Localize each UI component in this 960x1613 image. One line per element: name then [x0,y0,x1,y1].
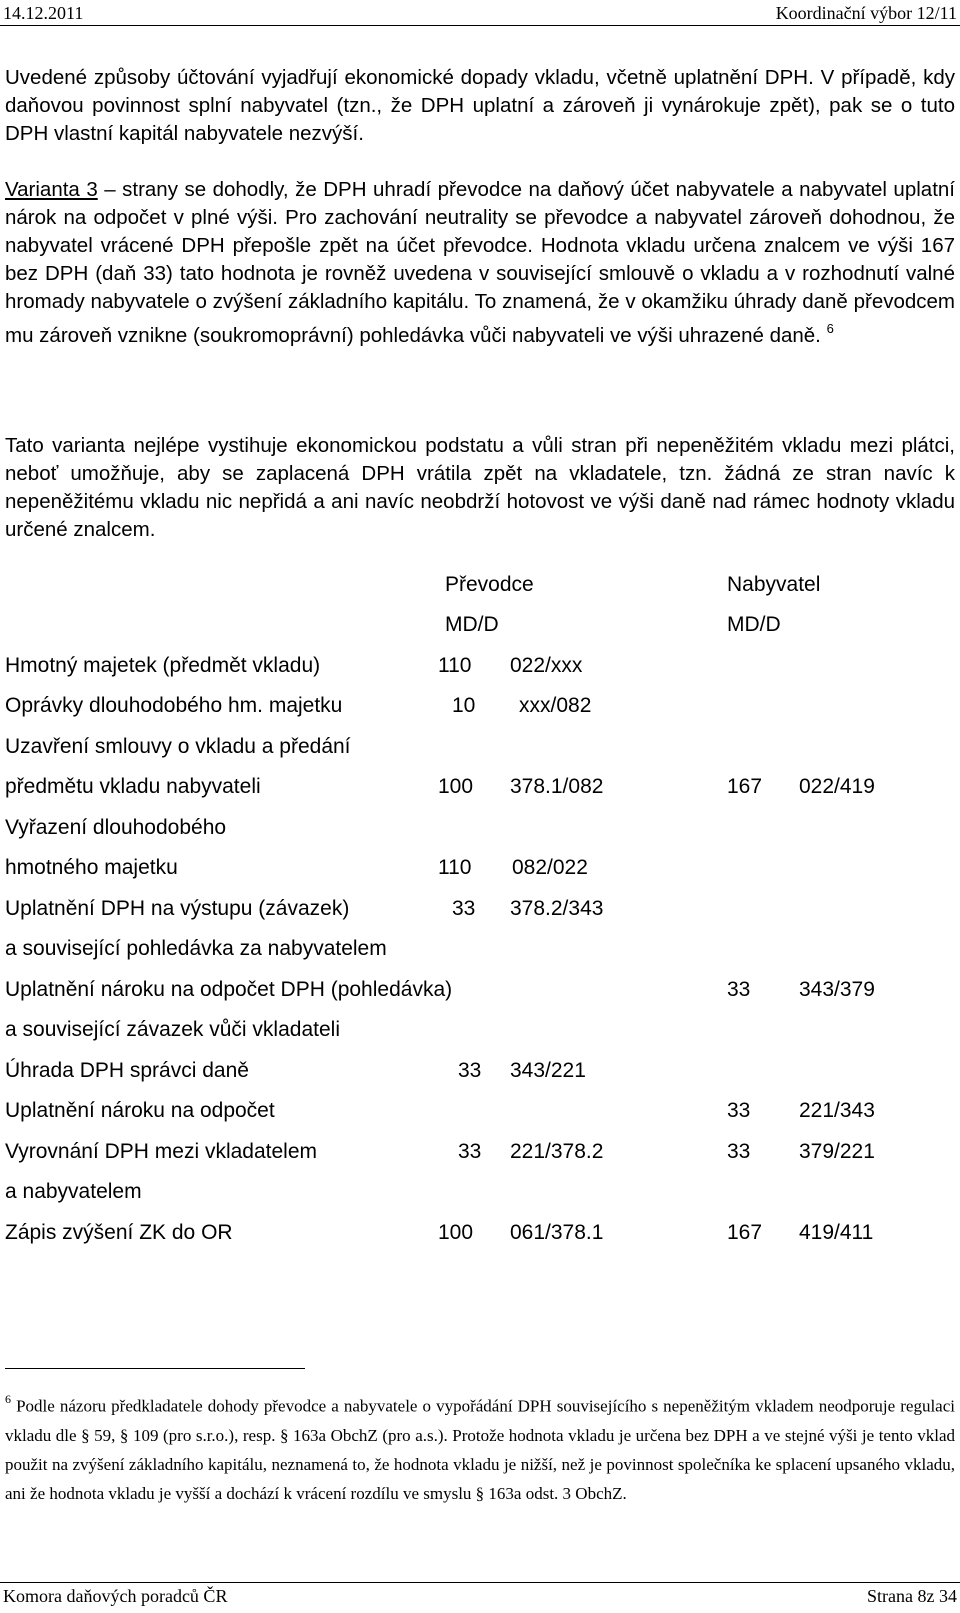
table-row [0,775,960,805]
row-label: Hmotný majetek (předmět vkladu) [5,654,321,677]
row-label: hmotného majetku [5,856,178,879]
transferor-amount: 110 [438,856,472,879]
acquirer-account: 022/419 [799,775,875,798]
table-row [0,654,960,684]
acquirer-account: 379/221 [799,1140,875,1163]
table-row [0,1140,960,1170]
row-label: a nabyvatelem [5,1180,142,1203]
transferor-account: 082/022 [512,856,588,879]
row-label: Úhrada DPH správci daně [5,1059,249,1082]
table-row [0,816,960,846]
footer-divider [0,1582,960,1583]
acquirer-account: 343/379 [799,978,875,1001]
table-header-row [0,573,960,603]
table-row [0,735,960,765]
table-row [0,694,960,724]
acquirer-amount: 33 [727,1140,751,1163]
paragraph-variant-3 [5,176,955,350]
table-row [0,1221,960,1251]
table-row [0,1180,960,1210]
transferor-amount: 100 [438,1221,474,1244]
header-transferor-mdd: MD/D [445,613,499,636]
transferor-account: 378.2/343 [510,897,604,920]
variant-label: Varianta 3 [5,178,98,201]
page-footer [0,1586,960,1610]
acquirer-amount: 167 [727,1221,763,1244]
header-transferor: Převodce [445,573,534,596]
row-label: Uzavření smlouvy o vkladu a předání [5,735,351,758]
row-label: Vyřazení dlouhodobého [5,816,227,839]
acquirer-amount: 33 [727,1099,751,1122]
footer-page-number: Strana 8z 34 [867,1586,957,1606]
acquirer-account: 419/411 [799,1221,874,1244]
transferor-amount: 10 [452,694,476,717]
transferor-amount: 33 [458,1140,482,1163]
row-label: a související pohledávka za nabyvatelem [5,937,387,960]
variant-text: – strany se dohodly, že DPH uhradí převodce na daňový účet nabyvatele a nabyvatel uplatní nárok na odpočet v plné výši. Pro zachování neutrality se převodce a nabyvatel zároveň dohodnou, že nabyvatel vrácené DPH přepošle zpět na účet převodce. Hodnota vkladu určena znalcem ve výši 167 bez DPH (daň 33) tato hodnota je rovněž uvedena v související smlouvě o vkladu a v rozhodnutí valné hromady nabyvatele o zvýšení základního kapitálu. To znamená, že v okamžiku úhrady daně převodcem mu zároveň vznikne (soukromoprávní) pohledávka vůči nabyvateli ve výši uhrazené daně. [5,178,955,347]
footnote-number: 6 [5,1392,11,1406]
transferor-account: xxx/082 [519,694,592,717]
transferor-amount: 100 [438,775,474,798]
paragraph-intro: Uvedené způsoby účtování vyjadřují ekonomické dopady vkladu, včetně uplatnění DPH. V případě, kdy daňovou povinnost splní nabyvatel (tzn., že DPH uplatní a zároveň ji vynárokuje zpět), pak se o tuto DPH vlastní kapitál nabyvatele nezvýší. [5,66,955,145]
transferor-amount: 110 [438,654,472,677]
acquirer-amount: 33 [727,978,751,1001]
row-label: Oprávky dlouhodobého hm. majetku [5,694,343,717]
transferor-account: 061/378.1 [510,1221,604,1244]
table-subheader-row [0,613,960,643]
footnote-text: Podle názoru předkladatele dohody převodce a nabyvatele o vypořádání DPH souvisejícího s nepeněžitým vkladem neodporuje regulaci vkladu dle § 59, § 109 (pro s.r.o.), resp. § 163a ObchZ (pro a.s.). Protože hodnota vkladu je určena bez DPH a ve stejné výši je tento vklad použit na zvýšení základního kapitálu, neznamená to, že hodnota vkladu je nižší, než je povinnost společníka ke splacení upsaného vkladu, ani že hodnota vkladu je vyšší a dochází k vrácení rozdílu ve smyslu § 163a odst. 3 ObchZ. [5,1396,955,1503]
row-label: Vyrovnání DPH mezi vkladatelem [5,1140,318,1163]
table-row [0,937,960,967]
row-label: Uplatnění nároku na odpočet DPH (pohledávka) [5,978,453,1001]
header-committee: Koordinační výbor 12/11 [775,3,957,23]
row-label: Zápis zvýšení ZK do OR [5,1221,233,1244]
footnote-reference[interactable]: 6 [826,321,834,336]
table-row [0,1099,960,1129]
header-date: 14.12.2011 [3,3,84,23]
row-label: předmětu vkladu nabyvateli [5,775,261,798]
acquirer-amount: 167 [727,775,763,798]
header-divider [0,25,960,26]
table-row [0,897,960,927]
page-header [0,0,960,24]
table-row [0,856,960,886]
footer-organization: Komora daňových poradců ČR [3,1586,228,1606]
table-row [0,978,960,1008]
footnote-separator [5,1368,305,1369]
row-label: Uplatnění nároku na odpočet [5,1099,275,1122]
header-acquirer-mdd: MD/D [727,613,781,636]
footnote [5,1387,955,1508]
transferor-account: 343/221 [510,1059,586,1082]
row-label: Uplatnění DPH na výstupu (závazek) [5,897,350,920]
transferor-account: 378.1/082 [510,775,604,798]
transferor-account: 022/xxx [510,654,583,677]
acquirer-account: 221/343 [799,1099,875,1122]
transferor-amount: 33 [458,1059,482,1082]
table-row [0,1018,960,1048]
row-label: a související závazek vůči vkladateli [5,1018,340,1041]
header-acquirer: Nabyvatel [727,573,821,596]
paragraph-conclusion: Tato varianta nejlépe vystihuje ekonomickou podstatu a vůli stran při nepeněžitém vkladu mezi plátci, neboť umožňuje, aby se zaplacená DPH vrátila zpět na vkladatele, tzn. žádná ze stran navíc k nepeněžitému vkladu nic nepřidá a ani navíc neobdrží hotovost ve výši daně nad rámec hodnoty vkladu určené znalcem. [5,434,955,541]
transferor-account: 221/378.2 [510,1140,604,1163]
table-row [0,1059,960,1089]
transferor-amount: 33 [452,897,476,920]
